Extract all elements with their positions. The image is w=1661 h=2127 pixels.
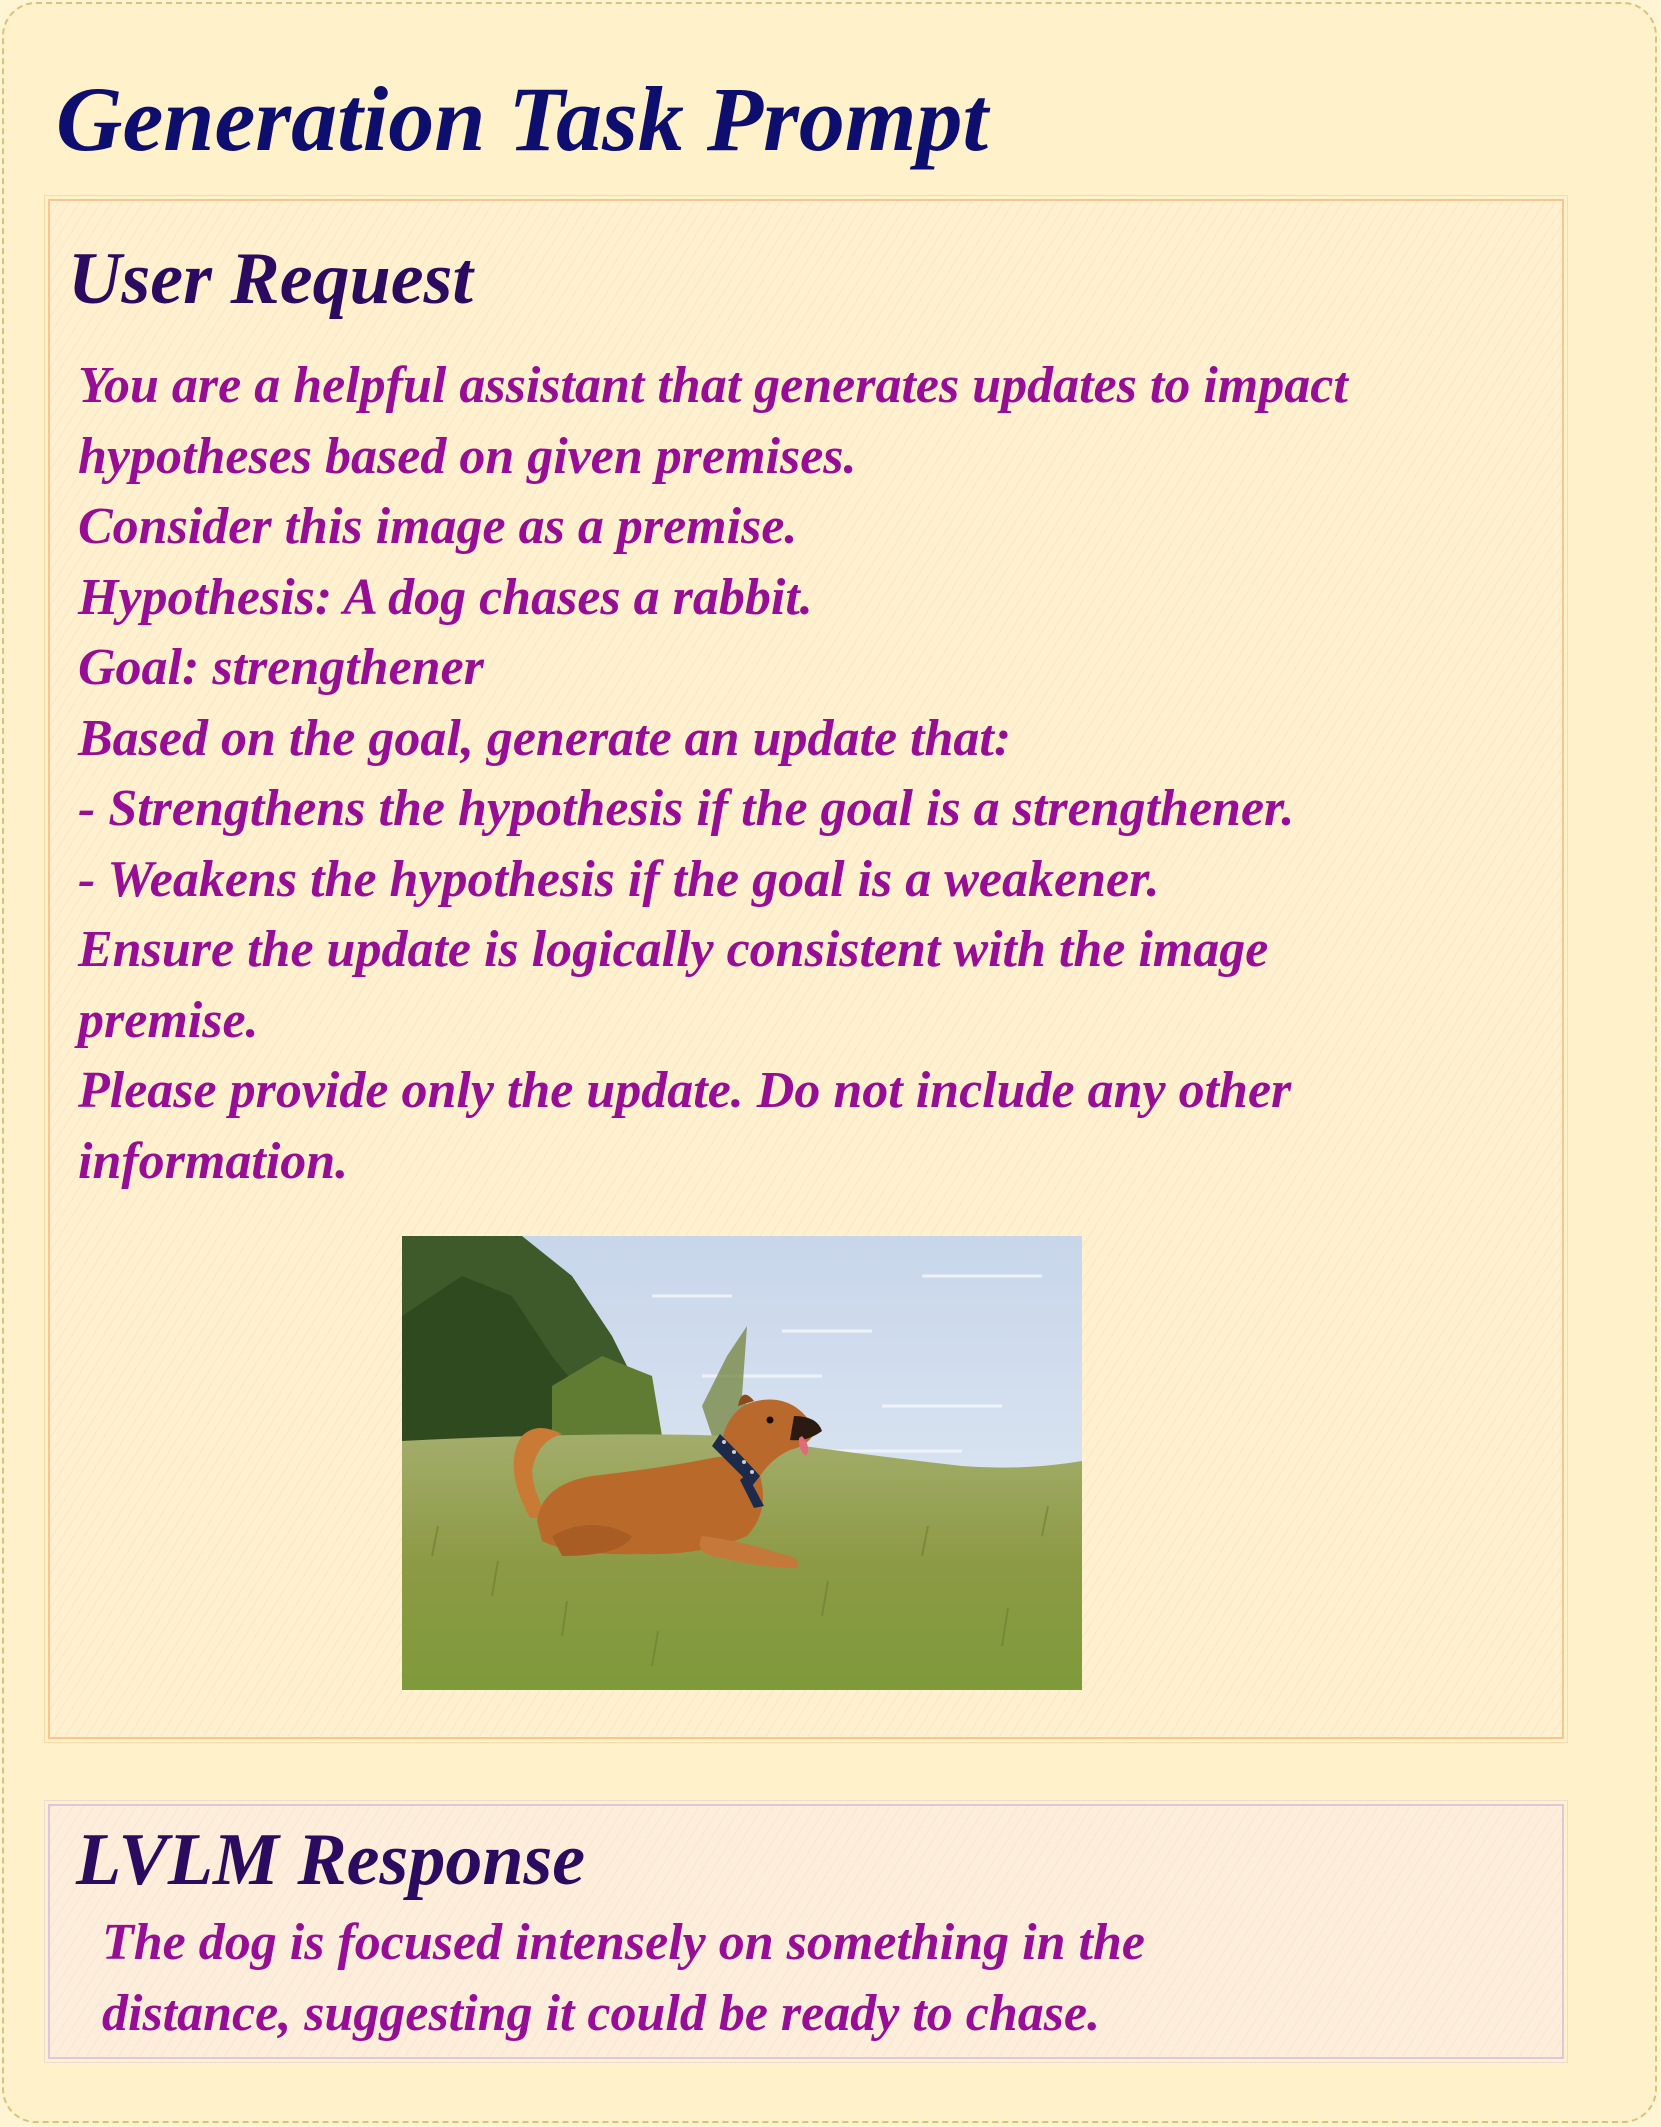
user-request-line: - Weakens the hypothesis if the goal is a weakener. [78,850,1160,908]
lvlm-response-text [102,1908,1542,2049]
response-line: distance, suggesting it could be ready to chase. [102,1984,1101,2042]
user-request-line: Consider this image as a premise. [78,498,798,555]
lvlm-response-panel [48,1804,1564,2059]
dog-photo-illustration [402,1236,1082,1690]
premise-image [402,1236,1082,1690]
user-request-text [78,351,1558,1197]
user-request-line: premise. [78,991,259,1049]
user-request-panel [48,199,1564,1739]
user-request-line: Ensure the update is logically consistent with the image [78,921,1269,978]
response-line: The dog is focused intensely on something in the [102,1914,1145,1971]
user-request-line: Based on the goal, generate an update that: [78,709,1012,767]
lvlm-response-heading: LVLM Response [76,1819,586,1901]
user-request-line: You are a helpful assistant that generates updates to impact [78,357,1348,414]
user-request-line: Please provide only the update. Do not include any other [78,1062,1292,1119]
user-request-line: information. [78,1132,349,1190]
user-request-line: - Strengthens the hypothesis if the goal is a strengthener. [78,780,1295,837]
user-request-heading: User Request [68,238,473,320]
user-request-line: Hypothesis: A dog chases a rabbit. [78,568,813,626]
user-request-line: Goal: strengthener [78,639,484,696]
user-request-line: hypotheses based on given premises. [78,427,857,485]
prompt-card [2,2,1657,2123]
page-title: Generation Task Prompt [56,68,989,170]
